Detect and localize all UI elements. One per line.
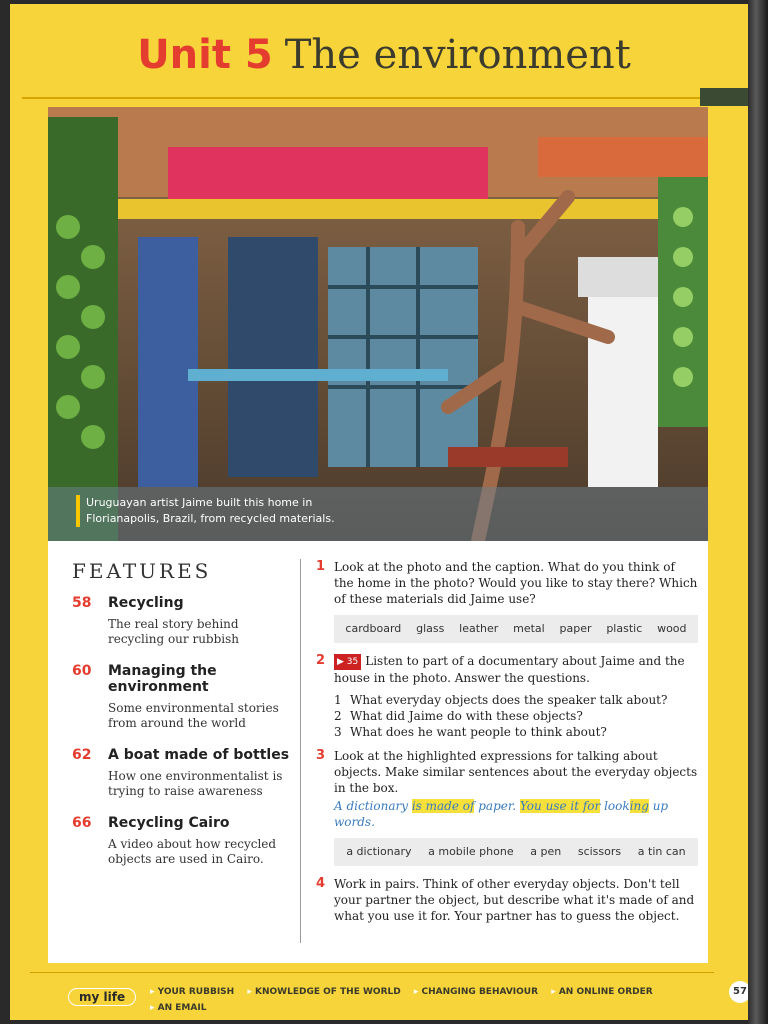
features-heading: FEATURES xyxy=(72,559,212,583)
unit-title: The environment xyxy=(284,32,631,78)
footer-tags xyxy=(150,984,670,1016)
exercises xyxy=(316,559,698,932)
word-item: glass xyxy=(416,622,445,635)
feature-item[interactable] xyxy=(72,747,294,799)
word-item: cardboard xyxy=(345,622,402,635)
exercise-number: 2 xyxy=(316,653,326,668)
exercise-text: Look at the highlighted expressions for talking about objects. Make similar sentences about the everyday objects in the box. xyxy=(334,749,698,795)
highlight: is made of xyxy=(411,799,475,813)
house-photo xyxy=(48,107,708,541)
footer-tag: ▸ AN EMAIL xyxy=(150,1003,206,1013)
materials-box xyxy=(334,615,698,643)
question-item: 3 What does he want people to think about? xyxy=(334,725,607,739)
highlight: You use it for xyxy=(519,799,601,813)
feature-title: Recycling xyxy=(108,595,184,611)
footer-rule xyxy=(30,972,714,973)
feature-title: A boat made of bottles xyxy=(108,747,290,763)
features-list xyxy=(72,559,294,883)
feature-title: Managing the environment xyxy=(108,663,217,695)
footer-tag: ▸ AN ONLINE ORDER xyxy=(551,987,653,997)
page-title xyxy=(10,32,758,78)
content-panel xyxy=(48,107,708,963)
word-item: wood xyxy=(657,622,687,635)
word-item: leather xyxy=(459,622,499,635)
footer-tag: ▸ CHANGING BEHAVIOUR xyxy=(414,987,538,997)
exercise-text: Work in pairs. Think of other everyday objects. Don't tell your partner the object, but describe what it's made of and what you use it for. Your partner has to guess the object. xyxy=(334,877,695,923)
feature-page: 66 xyxy=(72,815,92,831)
question-list xyxy=(334,692,698,740)
book-spine-edge xyxy=(748,0,768,1024)
feature-page: 58 xyxy=(72,595,92,611)
audio-track-number: 35 xyxy=(346,657,359,667)
example-sentence: A dictionary is made of paper. You use it for looking up words. xyxy=(334,799,669,829)
footer-tag: ▸ YOUR RUBBISH xyxy=(150,987,234,997)
question-item: 1 What everyday objects does the speaker talk about? xyxy=(334,693,668,707)
footer-tag: ▸ KNOWLEDGE OF THE WORLD xyxy=(247,987,400,997)
exercise-text: Listen to part of a documentary about Jaime and the house in the photo. Answer the questions. xyxy=(334,654,685,685)
feature-desc: A video about how recycled objects are used in Cairo. xyxy=(108,837,277,866)
word-item: plastic xyxy=(606,622,643,635)
feature-item[interactable] xyxy=(72,595,294,647)
word-item: a pen xyxy=(530,845,562,858)
exercise-1 xyxy=(316,559,698,607)
word-item: paper xyxy=(559,622,592,635)
feature-desc: The real story behind recycling our rubbish xyxy=(108,617,240,646)
exercise-number: 3 xyxy=(316,748,326,763)
feature-page: 62 xyxy=(72,747,92,763)
title-rule xyxy=(22,97,712,99)
feature-page: 60 xyxy=(72,663,92,679)
exercise-text: Look at the photo and the caption. What do you think of the home in the photo? Would you like to stay there? Which of these materials did Jaime use? xyxy=(334,560,698,606)
house-photo-illustration xyxy=(48,107,708,541)
exercise-3 xyxy=(316,748,698,830)
exercise-2 xyxy=(316,653,698,740)
exercise-number: 4 xyxy=(316,876,326,891)
question-item: 2 What did Jaime do with these objects? xyxy=(334,709,583,723)
word-item: metal xyxy=(513,622,545,635)
audio-track-icon[interactable]: ▶ 35 xyxy=(334,654,361,670)
exercise-4 xyxy=(316,876,698,924)
page-number: 57 xyxy=(729,981,751,1003)
highlight: ing xyxy=(629,799,649,813)
feature-desc: How one environmentalist is trying to raise awareness xyxy=(108,769,283,798)
objects-box xyxy=(334,838,698,866)
feature-item[interactable] xyxy=(72,815,294,867)
photo-caption: Uruguayan artist Jaime built this home in Florianapolis, Brazil, from recycled materials. xyxy=(76,495,366,527)
word-item: a mobile phone xyxy=(428,845,514,858)
word-item: scissors xyxy=(577,845,622,858)
feature-item[interactable] xyxy=(72,663,294,731)
word-item: a tin can xyxy=(637,845,686,858)
feature-title: Recycling Cairo xyxy=(108,815,230,831)
my-life-badge: my life xyxy=(68,988,136,1006)
unit-number: Unit 5 xyxy=(137,32,273,78)
column-divider xyxy=(300,559,301,943)
feature-desc: Some environmental stories from around the world xyxy=(108,701,279,730)
title-rule-accent xyxy=(700,88,750,106)
word-item: a dictionary xyxy=(346,845,412,858)
textbook-page xyxy=(10,4,758,1020)
exercise-number: 1 xyxy=(316,559,326,574)
